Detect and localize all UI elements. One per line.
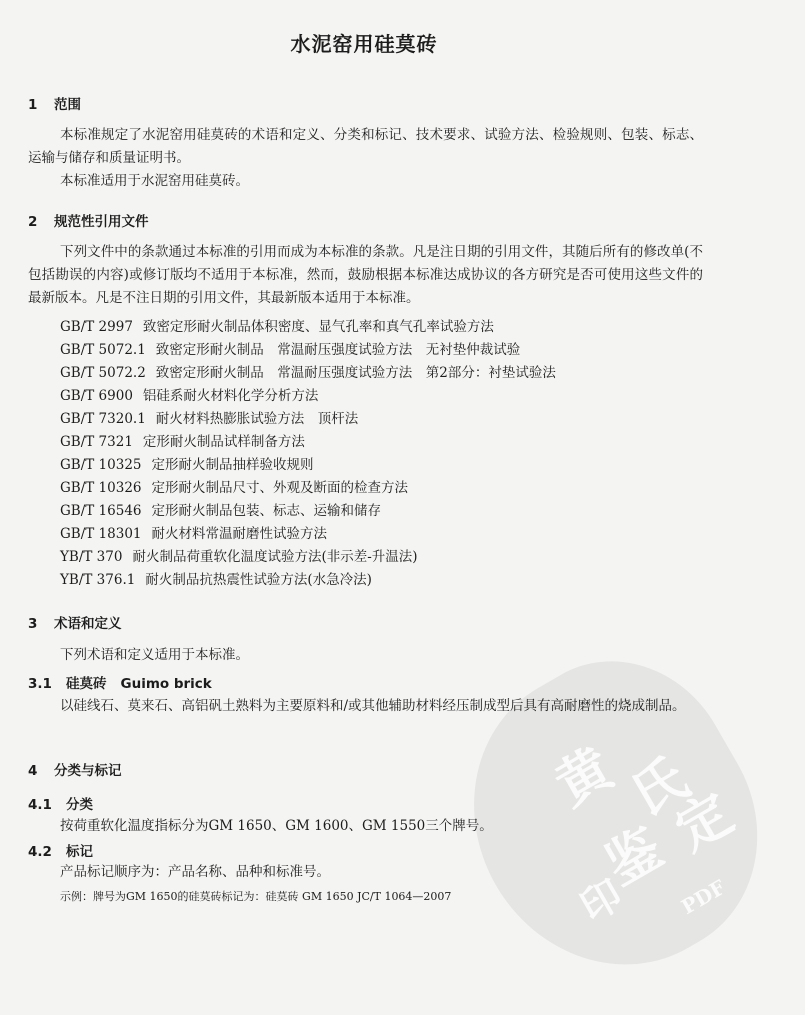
reference-title: 致密定形耐火制品体积密度、显气孔率和真气孔率试验方法 (142, 319, 494, 335)
section-title: 分类与标记 (54, 763, 122, 779)
section-3-intro: 下列术语和定义适用于本标准。 (60, 647, 249, 663)
watermark-text: PDF (677, 874, 730, 920)
reference-code: GB/T 6900 (60, 388, 133, 404)
subsection-title: 分类 (66, 797, 93, 813)
reference-code: GB/T 7321 (60, 434, 133, 450)
reference-title: 耐火制品抗热震性试验方法(水急冷法) (145, 572, 372, 588)
subsection-3-1-heading (28, 672, 212, 692)
reference-code: GB/T 5072.1 (60, 342, 146, 358)
watermark-char: 鉴 (594, 815, 674, 898)
subsection-4-1-heading (28, 793, 93, 813)
reference-code: GB/T 5072.2 (60, 365, 146, 381)
section-2-intro: 下列文件中的条款通过本标准的引用而成为本标准的条款。凡是注日期的引用文件，其随后所有的修改单(不包括勘误的内容)或修订版均不适用于本标准，然而，鼓励根据本标准达成协议的各方研究是否可使用这些文件的最新版本。凡是不注日期的引用文件，其最新版本适用于本标准。 (28, 244, 703, 306)
reference-item (60, 384, 318, 404)
reference-item (60, 315, 494, 335)
section-number: 4 (28, 763, 38, 779)
section-1-paragraph-2: 本标准适用于水泥窑用硅莫砖。 (60, 173, 249, 189)
reference-title: 定形耐火制品试样制备方法 (142, 434, 305, 450)
subsection-number: 3.1 (28, 676, 52, 692)
term-en: Guimo brick (120, 676, 212, 692)
term-definition: 以硅线石、莫来石、高铝矾土熟料为主要原料和/或其他辅助材料经压制成型后具有高耐磨性的烧成制品。 (60, 698, 686, 714)
reference-code: GB/T 18301 (60, 526, 142, 542)
reference-code: GB/T 2997 (60, 319, 133, 335)
reference-title: 铝硅系耐火材料化学分析方法 (142, 388, 319, 404)
section-4-heading (28, 759, 122, 779)
reference-title: 致密定形耐火制品 常温耐压强度试验方法 第2部分：衬垫试验法 (155, 365, 556, 381)
reference-item (60, 522, 327, 542)
section-1-paragraph-1: 本标准规定了水泥窑用硅莫砖的术语和定义、分类和标记、技术要求、试验方法、检验规则、包装、标志、运输与储存和质量证明书。 (28, 127, 703, 166)
reference-code: GB/T 10326 (60, 480, 142, 496)
reference-item (60, 338, 520, 358)
reference-code: YB/T 370 (60, 549, 123, 565)
reference-item (60, 499, 381, 519)
reference-code: GB/T 7320.1 (60, 411, 146, 427)
reference-item (60, 407, 358, 427)
reference-code: YB/T 376.1 (60, 572, 136, 588)
subsection-4-2-heading (28, 840, 93, 860)
reference-title: 致密定形耐火制品 常温耐压强度试验方法 无衬垫仲裁试验 (155, 342, 521, 358)
section-number: 2 (28, 214, 38, 230)
reference-item (60, 430, 305, 450)
term-zh: 硅莫砖 (66, 676, 107, 692)
watermark-char: 定 (664, 780, 744, 863)
document-title: 水泥窑用硅莫砖 (290, 32, 438, 56)
reference-title: 耐火材料热膨胀试验方法 顶杆法 (155, 411, 359, 427)
reference-title: 定形耐火制品尺寸、外观及断面的检查方法 (151, 480, 408, 496)
reference-title: 定形耐火制品抽样验收规则 (151, 457, 314, 473)
reference-item (60, 476, 408, 496)
section-title: 范围 (54, 97, 81, 113)
reference-item (60, 361, 556, 381)
section-2-heading (28, 210, 149, 230)
section-title: 规范性引用文件 (54, 214, 149, 230)
reference-title: 耐火材料常温耐磨性试验方法 (151, 526, 327, 542)
watermark-char: 氏 (619, 745, 699, 828)
reference-item (60, 568, 372, 588)
subsection-number: 4.1 (28, 797, 52, 813)
subsection-number: 4.2 (28, 844, 52, 860)
marking-example: 示例：牌号为GM 1650的硅莫砖标记为：硅莫砖 GM 1650 JC/T 1064—2007 (60, 890, 452, 903)
section-number: 1 (28, 97, 38, 113)
reference-item (60, 453, 314, 473)
subsection-4-2-text: 产品标记顺序为：产品名称、品种和标准号。 (60, 864, 330, 880)
reference-title: 定形耐火制品包装、标志、运输和储存 (151, 503, 381, 519)
subsection-4-1-text: 按荷重软化温度指标分为GM 1650、GM 1600、GM 1550三个牌号。 (60, 818, 493, 834)
reference-code: GB/T 16546 (60, 503, 142, 519)
subsection-title: 标记 (66, 844, 93, 860)
section-1-heading (28, 93, 81, 113)
watermark-char: 黄 (544, 735, 624, 818)
watermark-char: 印 (572, 870, 631, 932)
section-number: 3 (28, 616, 38, 632)
reference-item (60, 545, 418, 565)
section-title: 术语和定义 (54, 616, 122, 632)
reference-code: GB/T 10325 (60, 457, 142, 473)
reference-title: 耐火制品荷重软化温度试验方法(非示差-升温法) (132, 549, 418, 565)
section-3-heading (28, 612, 122, 632)
